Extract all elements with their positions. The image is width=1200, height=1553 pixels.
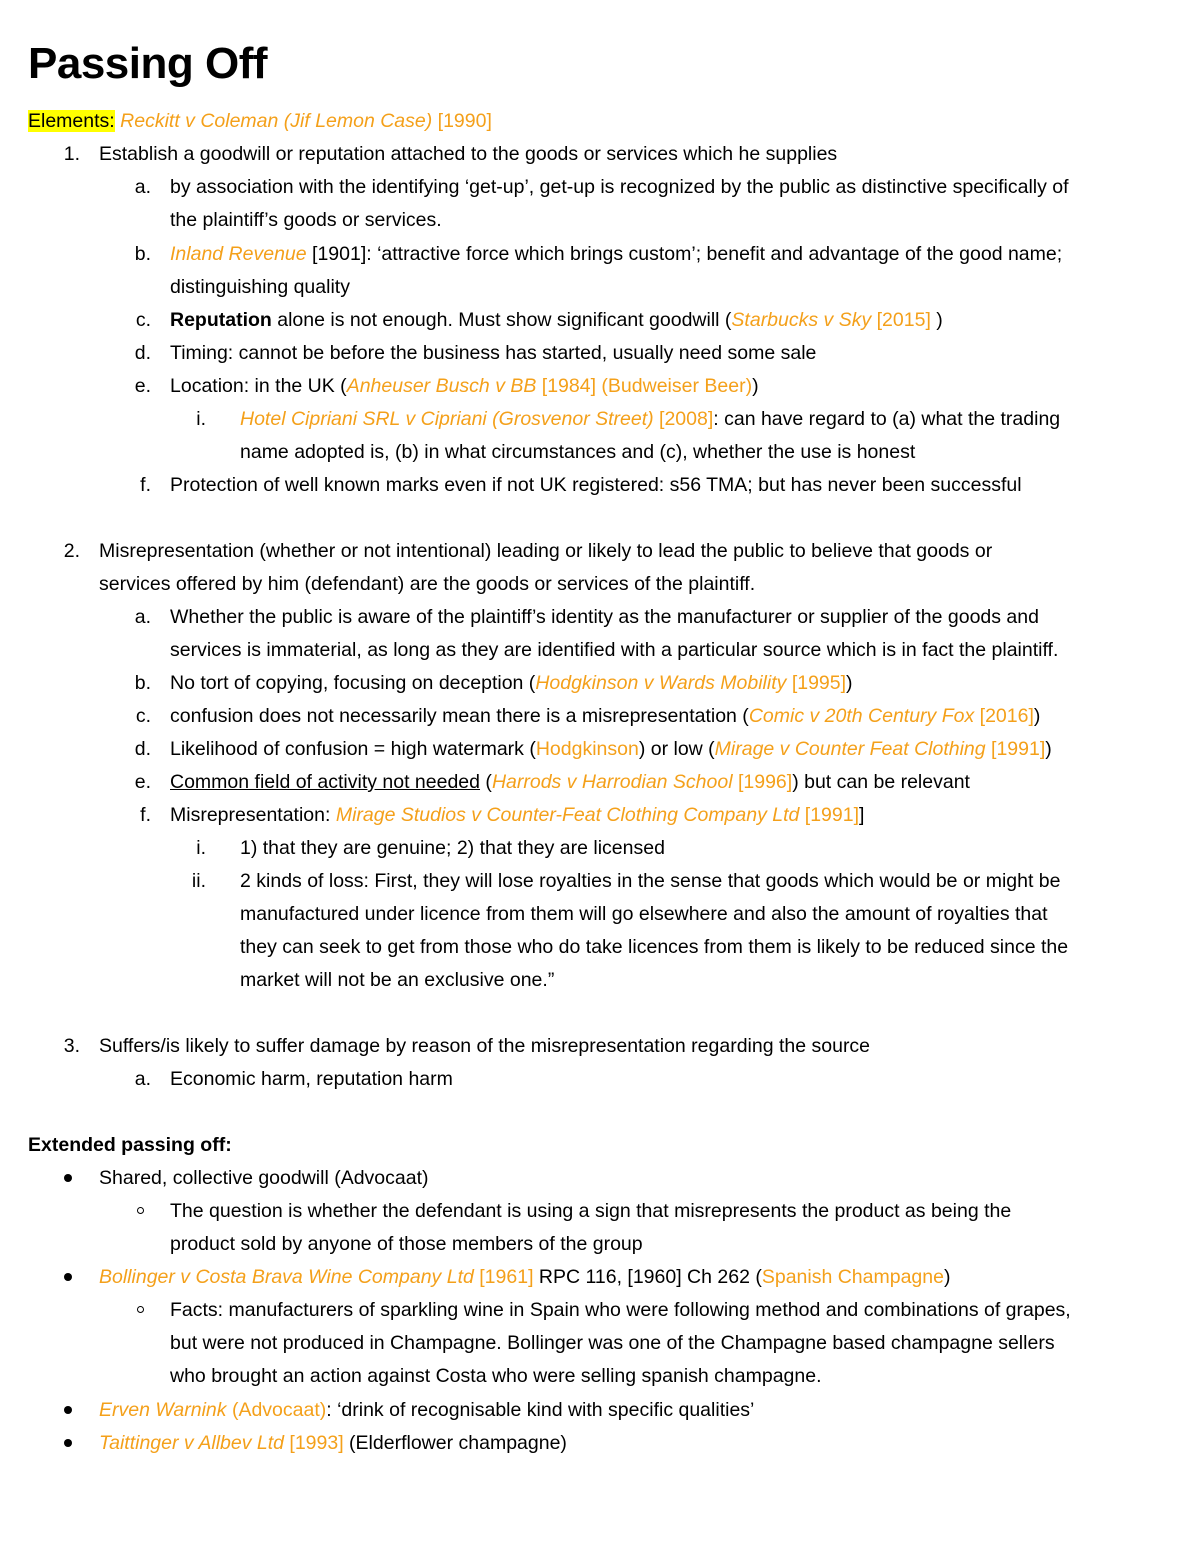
bullet-text: : ‘drink of recognisable kind with specific qualities’ xyxy=(326,1399,755,1421)
section-2-heading-continued: services offered by him (defendant) are the goods or services of the plaintiff. xyxy=(99,573,756,595)
bold-term: Reputation xyxy=(170,309,272,331)
list-marker: e. xyxy=(134,771,151,793)
list-item-text: ) xyxy=(752,375,759,397)
case-year: [1996] xyxy=(737,771,793,793)
elements-label-highlight xyxy=(28,110,115,132)
list-item: by association with the identifying ‘get-up’, get-up is recognized by the public as distinctive specifically of xyxy=(170,176,1069,198)
list-item-text: Likelihood of confusion = high watermark ( xyxy=(170,738,536,760)
list-item: 2 kinds of loss: First, they will lose royalties in the sense that goods which would be or might be xyxy=(240,870,1061,892)
page-title: Passing Off xyxy=(28,39,267,88)
case-year: [1991] xyxy=(804,804,860,826)
sub-bullet-icon xyxy=(137,1207,144,1214)
case-harrods: Harrods v Harrodian School xyxy=(491,771,733,793)
case-year: [1991] xyxy=(991,738,1046,760)
case-year: [2016] xyxy=(979,705,1034,727)
bullet-icon xyxy=(64,1174,72,1182)
case-starbucks: Starbucks v Sky xyxy=(731,309,872,331)
case-comic: Comic v 20th Century Fox xyxy=(748,705,975,727)
case-bollinger: Bollinger v Costa Brava Wine Company Ltd xyxy=(99,1266,474,1288)
section-3-heading: Suffers/is likely to suffer damage by reason of the misrepresentation regarding the source xyxy=(99,1035,871,1057)
section-2-heading: Misrepresentation (whether or not intentional) leading or likely to lead the public to believe that goods or xyxy=(99,540,993,562)
list-item-continued: they can seek to get from those who do take licences from them is likely to be reduced since the xyxy=(240,936,1069,958)
list-item-text: ) xyxy=(930,309,943,331)
list-marker: c. xyxy=(135,705,151,727)
list-item-continued: manufactured under licence from them will go elsewhere and also the amount of royalties that xyxy=(240,903,1048,925)
list-item-text: [1901]: ‘attractive force which brings custom’; benefit and advantage of the good name; xyxy=(306,243,1063,265)
bullet-text: (Elderflower champagne) xyxy=(343,1432,567,1454)
list-item-text: ) xyxy=(1033,705,1041,727)
list-item-text: ( xyxy=(480,771,492,793)
case-hotel-cipriani: Hotel Cipriani SRL v Cipriani (Grosvenor Street) xyxy=(240,408,654,430)
elements-label: Elements xyxy=(28,110,110,132)
case-reckitt-year: [1990] xyxy=(437,110,492,132)
elements-colon: : xyxy=(109,110,115,132)
list-number-2: 2. xyxy=(63,540,80,562)
bullet-text: ) xyxy=(943,1266,951,1288)
sub-bullet-item-continued: who brought an action against Costa who were selling spanish champagne. xyxy=(170,1365,822,1387)
list-item: Protection of well known marks even if not UK registered: s56 TMA; but has never been successful xyxy=(170,474,1022,496)
list-item-continued: the plaintiff’s goods or services. xyxy=(170,209,442,231)
case-year: [2015] xyxy=(876,309,931,331)
list-item: Economic harm, reputation harm xyxy=(170,1068,453,1090)
case-reckitt: Reckitt v Coleman (Jif Lemon Case) xyxy=(120,110,433,132)
sub-bullet-item-continued: product sold by anyone of those members of the group xyxy=(170,1233,643,1255)
list-item: 1) that they are genuine; 2) that they are licensed xyxy=(240,837,665,859)
list-marker: i. xyxy=(196,837,206,859)
bullet-icon xyxy=(64,1273,72,1281)
sub-bullet-item: The question is whether the defendant is using a sign that misrepresents the product as being the xyxy=(170,1200,1012,1222)
list-item-continued: distinguishing quality xyxy=(170,276,350,298)
list-item-continued: services is immaterial, as long as they are identified with a particular source which is in fact the plaintiff. xyxy=(170,639,1059,661)
list-marker: d. xyxy=(134,342,151,364)
list-item-text: confusion does not necessarily mean there is a misrepresentation ( xyxy=(170,705,749,727)
list-marker: a. xyxy=(134,176,151,198)
list-marker: i. xyxy=(196,408,206,430)
sub-bullet-item: Facts: manufacturers of sparkling wine in Spain who were following method and combinations of grapes, xyxy=(170,1299,1071,1321)
case-tag: (Advocaat) xyxy=(231,1399,327,1421)
list-marker: c. xyxy=(135,309,151,331)
bullet-item: Shared, collective goodwill (Advocaat) xyxy=(99,1167,429,1189)
case-mirage: Mirage v Counter Feat Clothing xyxy=(714,738,986,760)
list-item xyxy=(170,239,1062,269)
case-erven-warnink: Erven Warnink xyxy=(99,1399,227,1421)
bullet-item xyxy=(99,1262,950,1292)
case-anheuser: Anheuser Busch v BB xyxy=(346,375,537,397)
list-marker: e. xyxy=(134,375,151,397)
list-marker: a. xyxy=(134,606,151,628)
list-item xyxy=(170,668,853,698)
bullet-icon xyxy=(64,1406,72,1414)
list-item-continued: name adopted is, (b) in what circumstances and (c), whether the use is honest xyxy=(240,441,916,463)
list-item-text: ) xyxy=(1045,738,1052,760)
list-marker: f. xyxy=(140,804,151,826)
case-year: [1961] xyxy=(479,1266,534,1288)
list-item-text: Misrepresentation: xyxy=(170,804,336,826)
list-item-text: Location: in the UK ( xyxy=(170,375,347,397)
case-taittinger: Taittinger v Allbev Ltd xyxy=(99,1432,284,1454)
list-item xyxy=(170,305,943,335)
list-item xyxy=(170,701,1040,731)
list-item-continued: market will not be an exclusive one.” xyxy=(240,969,555,991)
list-item: Timing: cannot be before the business has started, usually need some sale xyxy=(170,342,817,364)
case-mirage-studios: Mirage Studios v Counter-Feat Clothing Company Ltd xyxy=(335,804,800,826)
elements-line xyxy=(28,106,492,136)
list-item-text: alone is not enough. Must show significant goodwill ( xyxy=(271,309,732,331)
extended-heading: Extended passing off: xyxy=(28,1134,232,1156)
case-year: [1993] xyxy=(289,1432,344,1454)
list-item-text: : can have regard to (a) what the trading xyxy=(713,408,1061,430)
list-marker: b. xyxy=(134,243,151,265)
list-item xyxy=(240,404,1060,434)
list-item-text: ) or low ( xyxy=(638,738,715,760)
bullet-icon xyxy=(64,1439,72,1447)
bullet-item xyxy=(99,1395,754,1425)
section-1-heading: Establish a goodwill or reputation attached to the goods or services which he supplies xyxy=(99,143,838,165)
underlined-term: Common field of activity not needed xyxy=(170,771,481,793)
list-item xyxy=(170,734,1052,764)
list-item-text: ] xyxy=(859,804,865,826)
list-number-1: 1. xyxy=(63,143,80,165)
list-marker: d. xyxy=(134,738,151,760)
list-marker: f. xyxy=(140,474,151,496)
case-hodgkinson-short: Hodgkinson xyxy=(535,738,639,760)
list-item xyxy=(170,767,970,797)
case-tag: Spanish Champagne xyxy=(761,1266,944,1288)
list-marker: b. xyxy=(134,672,151,694)
sub-bullet-item-continued: but were not produced in Champagne. Bollinger was one of the Champagne based champagne sellers xyxy=(170,1332,1055,1354)
list-marker: a. xyxy=(134,1068,151,1090)
list-item xyxy=(170,371,759,401)
case-inland-revenue: Inland Revenue xyxy=(170,243,307,265)
bullet-text: RPC 116, [1960] Ch 262 ( xyxy=(533,1266,762,1288)
case-year: [1984] (Budweiser Beer) xyxy=(541,375,753,397)
list-item-text: ) but can be relevant xyxy=(792,771,970,793)
case-year: [1995] xyxy=(791,672,847,694)
bullet-item xyxy=(99,1428,567,1458)
list-item-text: ) xyxy=(846,672,853,694)
list-marker: ii. xyxy=(191,870,206,892)
list-item: Whether the public is aware of the plaintiff’s identity as the manufacturer or supplier of the goods and xyxy=(170,606,1039,628)
list-item-text: No tort of copying, focusing on deception ( xyxy=(170,672,536,694)
case-hodgkinson: Hodgkinson v Wards Mobility xyxy=(535,672,787,694)
sub-bullet-icon xyxy=(137,1306,144,1313)
list-number-3: 3. xyxy=(63,1035,80,1057)
list-item xyxy=(170,800,864,830)
case-year: [2008] xyxy=(659,408,714,430)
